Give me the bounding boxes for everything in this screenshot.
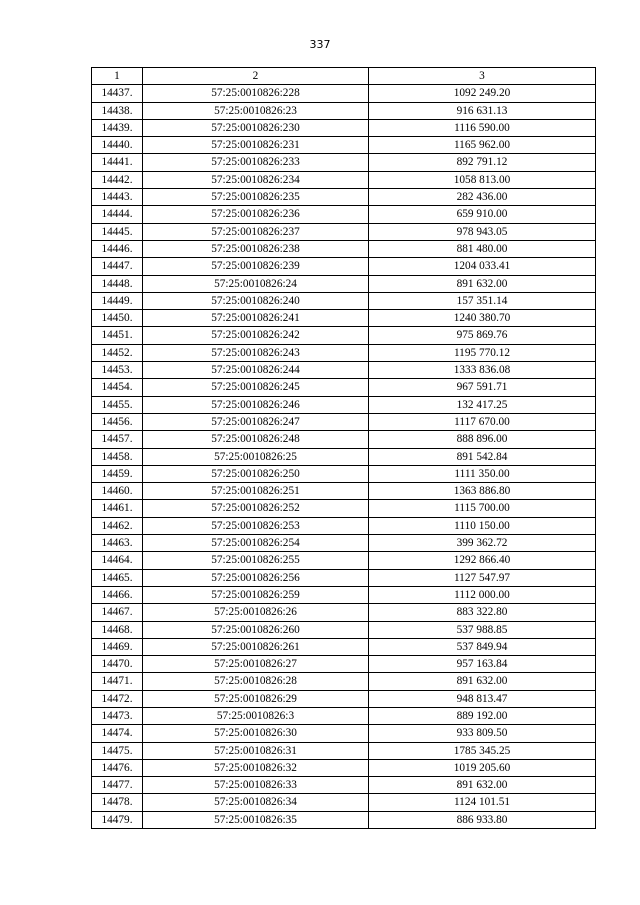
cadastral-number-cell: 57:25:0010826:29 <box>143 690 369 707</box>
cadastral-number-cell: 57:25:0010826:245 <box>143 379 369 396</box>
table-row <box>92 638 596 655</box>
row-number-cell: 14443. <box>92 189 143 206</box>
cadastral-number-cell: 57:25:0010826:25 <box>143 448 369 465</box>
cadastral-number-cell: 57:25:0010826:261 <box>143 638 369 655</box>
cadastral-number-cell: 57:25:0010826:240 <box>143 292 369 309</box>
column-header-value: 3 <box>369 68 596 85</box>
table-row <box>92 569 596 586</box>
table-row <box>92 517 596 534</box>
row-number-cell: 14466. <box>92 586 143 603</box>
row-number-cell: 14438. <box>92 102 143 119</box>
row-number-cell: 14442. <box>92 171 143 188</box>
cadastral-value-cell: 891 632.00 <box>369 275 596 292</box>
cadastral-number-cell: 57:25:0010826:230 <box>143 119 369 136</box>
cadastral-number-cell: 57:25:0010826:246 <box>143 396 369 413</box>
table-row <box>92 811 596 828</box>
table-row <box>92 379 596 396</box>
cadastral-number-cell: 57:25:0010826:254 <box>143 535 369 552</box>
cadastral-number-cell: 57:25:0010826:24 <box>143 275 369 292</box>
page-number: 337 <box>309 38 331 51</box>
cadastral-number-cell: 57:25:0010826:244 <box>143 362 369 379</box>
column-header-number: 1 <box>92 68 143 85</box>
cadastral-value-cell: 132 417.25 <box>369 396 596 413</box>
cadastral-number-cell: 57:25:0010826:30 <box>143 725 369 742</box>
cadastral-value-cell: 1195 770.12 <box>369 344 596 361</box>
row-number-cell: 14452. <box>92 344 143 361</box>
row-number-cell: 14478. <box>92 794 143 811</box>
table-row <box>92 292 596 309</box>
table-header-row <box>92 68 596 85</box>
cadastral-number-cell: 57:25:0010826:260 <box>143 621 369 638</box>
row-number-cell: 14448. <box>92 275 143 292</box>
row-number-cell: 14464. <box>92 552 143 569</box>
table-row <box>92 310 596 327</box>
cadastral-number-cell: 57:25:0010826:253 <box>143 517 369 534</box>
cadastral-number-cell: 57:25:0010826:234 <box>143 171 369 188</box>
cadastral-value-cell: 537 988.85 <box>369 621 596 638</box>
cadastral-number-cell: 57:25:0010826:248 <box>143 431 369 448</box>
row-number-cell: 14468. <box>92 621 143 638</box>
table-row <box>92 759 596 776</box>
cadastral-number-cell: 57:25:0010826:237 <box>143 223 369 240</box>
cadastral-number-cell: 57:25:0010826:251 <box>143 483 369 500</box>
table-row <box>92 500 596 517</box>
table-row <box>92 552 596 569</box>
cadastral-number-cell: 57:25:0010826:241 <box>143 310 369 327</box>
table-row <box>92 85 596 102</box>
cadastral-number-cell: 57:25:0010826:235 <box>143 189 369 206</box>
row-number-cell: 14460. <box>92 483 143 500</box>
cadastral-value-cell: 1124 101.51 <box>369 794 596 811</box>
cadastral-value-cell: 1019 205.60 <box>369 759 596 776</box>
table-row <box>92 396 596 413</box>
cadastral-number-cell: 57:25:0010826:34 <box>143 794 369 811</box>
cadastral-value-cell: 282 436.00 <box>369 189 596 206</box>
row-number-cell: 14461. <box>92 500 143 517</box>
cadastral-value-cell: 1117 670.00 <box>369 413 596 430</box>
cadastral-value-cell: 1111 350.00 <box>369 465 596 482</box>
table-row <box>92 673 596 690</box>
cadastral-value-cell: 892 791.12 <box>369 154 596 171</box>
row-number-cell: 14441. <box>92 154 143 171</box>
row-number-cell: 14463. <box>92 535 143 552</box>
cadastral-value-cell: 399 362.72 <box>369 535 596 552</box>
row-number-cell: 14470. <box>92 656 143 673</box>
table-body <box>92 85 596 829</box>
cadastral-value-cell: 1240 380.70 <box>369 310 596 327</box>
cadastral-number-cell: 57:25:0010826:3 <box>143 707 369 724</box>
table-row <box>92 725 596 742</box>
cadastral-value-cell: 888 896.00 <box>369 431 596 448</box>
cadastral-number-cell: 57:25:0010826:33 <box>143 777 369 794</box>
row-number-cell: 14450. <box>92 310 143 327</box>
table-row <box>92 137 596 154</box>
row-number-cell: 14456. <box>92 413 143 430</box>
row-number-cell: 14445. <box>92 223 143 240</box>
table-row <box>92 621 596 638</box>
row-number-cell: 14469. <box>92 638 143 655</box>
cadastral-number-cell: 57:25:0010826:228 <box>143 85 369 102</box>
cadastral-value-cell: 1092 249.20 <box>369 85 596 102</box>
cadastral-value-cell: 1785 345.25 <box>369 742 596 759</box>
table-row <box>92 794 596 811</box>
row-number-cell: 14439. <box>92 119 143 136</box>
table-row <box>92 413 596 430</box>
table-row <box>92 431 596 448</box>
cadastral-number-cell: 57:25:0010826:35 <box>143 811 369 828</box>
row-number-cell: 14454. <box>92 379 143 396</box>
cadastral-value-cell: 1110 150.00 <box>369 517 596 534</box>
row-number-cell: 14465. <box>92 569 143 586</box>
cadastral-value-cell: 886 933.80 <box>369 811 596 828</box>
cadastral-value-cell: 967 591.71 <box>369 379 596 396</box>
cadastral-value-cell: 1112 000.00 <box>369 586 596 603</box>
cadastral-number-cell: 57:25:0010826:236 <box>143 206 369 223</box>
cadastral-number-cell: 57:25:0010826:242 <box>143 327 369 344</box>
cadastral-number-cell: 57:25:0010826:256 <box>143 569 369 586</box>
cadastral-value-cell: 933 809.50 <box>369 725 596 742</box>
cadastral-number-cell: 57:25:0010826:243 <box>143 344 369 361</box>
cadastral-value-cell: 948 813.47 <box>369 690 596 707</box>
cadastral-number-cell: 57:25:0010826:250 <box>143 465 369 482</box>
table-row <box>92 206 596 223</box>
cadastral-value-cell: 1116 590.00 <box>369 119 596 136</box>
row-number-cell: 14449. <box>92 292 143 309</box>
cadastral-value-cell: 1292 866.40 <box>369 552 596 569</box>
row-number-cell: 14453. <box>92 362 143 379</box>
column-header-cadastral-number: 2 <box>143 68 369 85</box>
row-number-cell: 14458. <box>92 448 143 465</box>
table-row <box>92 707 596 724</box>
table-row <box>92 604 596 621</box>
cadastral-value-cell: 881 480.00 <box>369 240 596 257</box>
cadastral-number-cell: 57:25:0010826:233 <box>143 154 369 171</box>
row-number-cell: 14471. <box>92 673 143 690</box>
cadastral-number-cell: 57:25:0010826:255 <box>143 552 369 569</box>
row-number-cell: 14455. <box>92 396 143 413</box>
cadastral-value-cell: 157 351.14 <box>369 292 596 309</box>
cadastral-number-cell: 57:25:0010826:28 <box>143 673 369 690</box>
cadastral-value-cell: 891 632.00 <box>369 777 596 794</box>
table-row <box>92 171 596 188</box>
row-number-cell: 14457. <box>92 431 143 448</box>
cadastral-number-cell: 57:25:0010826:252 <box>143 500 369 517</box>
row-number-cell: 14437. <box>92 85 143 102</box>
cadastral-value-cell: 1115 700.00 <box>369 500 596 517</box>
table-row <box>92 535 596 552</box>
cadastral-number-cell: 57:25:0010826:27 <box>143 656 369 673</box>
table-row <box>92 275 596 292</box>
cadastral-number-cell: 57:25:0010826:247 <box>143 413 369 430</box>
cadastral-value-cell: 1058 813.00 <box>369 171 596 188</box>
row-number-cell: 14440. <box>92 137 143 154</box>
cadastral-value-cell: 975 869.76 <box>369 327 596 344</box>
row-number-cell: 14451. <box>92 327 143 344</box>
table-row <box>92 240 596 257</box>
cadastral-value-cell: 891 632.00 <box>369 673 596 690</box>
row-number-cell: 14474. <box>92 725 143 742</box>
table-row <box>92 344 596 361</box>
row-number-cell: 14459. <box>92 465 143 482</box>
cadastral-number-cell: 57:25:0010826:238 <box>143 240 369 257</box>
cadastral-number-cell: 57:25:0010826:259 <box>143 586 369 603</box>
cadastral-value-cell: 916 631.13 <box>369 102 596 119</box>
cadastral-number-cell: 57:25:0010826:231 <box>143 137 369 154</box>
cadastral-value-cell: 1127 547.97 <box>369 569 596 586</box>
cadastral-value-cell: 891 542.84 <box>369 448 596 465</box>
cadastral-value-cell: 1204 033.41 <box>369 258 596 275</box>
table-row <box>92 777 596 794</box>
row-number-cell: 14476. <box>92 759 143 776</box>
table-row <box>92 327 596 344</box>
row-number-cell: 14467. <box>92 604 143 621</box>
cadastral-value-cell: 883 322.80 <box>369 604 596 621</box>
row-number-cell: 14477. <box>92 777 143 794</box>
table-row <box>92 119 596 136</box>
table-row <box>92 258 596 275</box>
table-row <box>92 483 596 500</box>
table-row <box>92 690 596 707</box>
cadastral-number-cell: 57:25:0010826:32 <box>143 759 369 776</box>
cadastral-value-cell: 537 849.94 <box>369 638 596 655</box>
table-row <box>92 189 596 206</box>
row-number-cell: 14472. <box>92 690 143 707</box>
table-row <box>92 223 596 240</box>
cadastral-value-cell: 659 910.00 <box>369 206 596 223</box>
row-number-cell: 14479. <box>92 811 143 828</box>
table-row <box>92 742 596 759</box>
table-row <box>92 448 596 465</box>
cadastral-value-cell: 957 163.84 <box>369 656 596 673</box>
cadastral-number-cell: 57:25:0010826:23 <box>143 102 369 119</box>
table-row <box>92 586 596 603</box>
row-number-cell: 14462. <box>92 517 143 534</box>
table-row <box>92 465 596 482</box>
cadastral-value-cell: 1165 962.00 <box>369 137 596 154</box>
cadastral-value-cell: 889 192.00 <box>369 707 596 724</box>
row-number-cell: 14447. <box>92 258 143 275</box>
table-row <box>92 362 596 379</box>
table-row <box>92 154 596 171</box>
cadastral-value-cell: 978 943.05 <box>369 223 596 240</box>
cadastral-value-cell: 1363 886.80 <box>369 483 596 500</box>
row-number-cell: 14444. <box>92 206 143 223</box>
table-row <box>92 102 596 119</box>
row-number-cell: 14475. <box>92 742 143 759</box>
row-number-cell: 14446. <box>92 240 143 257</box>
cadastral-value-cell: 1333 836.08 <box>369 362 596 379</box>
cadastral-number-cell: 57:25:0010826:26 <box>143 604 369 621</box>
cadastral-value-table <box>91 67 596 829</box>
cadastral-number-cell: 57:25:0010826:31 <box>143 742 369 759</box>
cadastral-number-cell: 57:25:0010826:239 <box>143 258 369 275</box>
table-row <box>92 656 596 673</box>
row-number-cell: 14473. <box>92 707 143 724</box>
